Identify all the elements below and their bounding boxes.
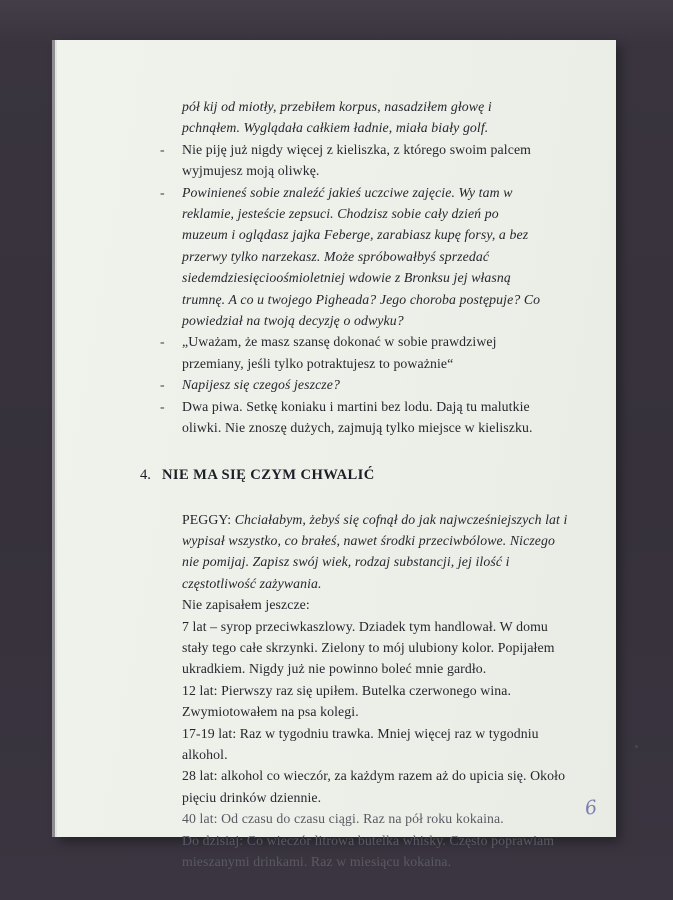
dash-marker: - [160, 184, 165, 200]
section-heading [140, 465, 616, 485]
handwritten-page-number: 6 [583, 796, 599, 820]
dash-marker: - [160, 398, 165, 414]
dialogue-text: Nie piję już nigdy więcej z kieliszka, z którego swoim palcem wyjmujesz moją oliwkę. [182, 141, 531, 179]
dialogue-text: Dwa piwa. Setkę koniaku i martini bez lodu. Dają tu malutkie oliwki. Nie znoszę dużych, zajmują tylko miejsce w kieliszku. [182, 398, 533, 436]
section-title: NIE MA SIĘ CZYM CHWALIĆ [161, 466, 375, 483]
dialogue-text: „Uważam, że masz szansę dokonać w sobie prawdziwej przemiany, jeśli tylko potraktujesz to poważnie“ [182, 334, 497, 371]
dialogue-item [57, 182, 548, 332]
dash-marker: - [160, 377, 165, 393]
peggy-speech: Chciałabym, żebyś się cofnął do jak najwcześniejszych lat i wypisał wszystko, co brałeś, nawet środki przeciwbólowe. Niczego nie pomijaj. Zapisz swój wiek, rodzaj substancji, jej ilość i częstotliwość zażywania. [182, 511, 568, 591]
dash-marker: - [160, 334, 165, 350]
peggy-paragraph [182, 509, 570, 595]
history-line: 17-19 lat: Raz w tygodniu trawka. Mniej więcej raz w tygodniu alkohol. [182, 725, 539, 762]
dialogue-item [57, 139, 548, 182]
text-column [57, 96, 616, 872]
dialogue-item [57, 374, 548, 395]
dialogue-item [57, 331, 548, 374]
document-page [55, 40, 616, 869]
section-number: 4. [140, 466, 151, 483]
history-line: 28 lat: alkohol co wieczór, za każdym razem aż do upicia się. Około pięciu drinków dziennie. [182, 768, 566, 805]
dash-marker: - [160, 141, 165, 157]
dialogue-text: pół kij od miotły, przebiłem korpus, nasadziłem głowę i pchnąłem. Wyglądała całkiem ładnie, miała biały golf. [182, 99, 492, 136]
dialogue-text: Powinieneś sobie znaleźć jakieś uczciwe zajęcie. Wy tam w reklamie, jesteście zepsuci. Chodzisz sobie cały dzień po muzeum i oglądasz jajka Feberge, zarabiasz kupę forsy, a bez przerwy tylko narzekasz. Może spróbowałbyś sprzedać siedemdziesięcioośmioletniej wdowie z Bronksu jej własną trumnę. A co u twojego Pigheada? Jego choroba postępuje? Co powiedział na twoją decyzję o odwyku? [182, 184, 541, 329]
history-line: 12 lat: Pierwszy raz się upiłem. Butelka czerwonego wina. Zwymiotowałem na psa kolegi. [182, 682, 512, 720]
history-list [57, 594, 616, 872]
history-line: Do dzisiaj: Co wieczór litrowa butelka whisky. Często poprawiam mieszanymi drinkami. Raz w miesiącu kokaina. [182, 832, 555, 869]
history-line: 7 lat – syrop przeciwkaszlowy. Dziadek tym handlował. W domu stały tego całe skrzynki. Zielony to mój ulubiony kolor. Popijałem ukradkiem. Nigdy już nie powinno boleć mnie gardło. [182, 618, 555, 677]
dialogue-text: Napijesz się czegoś jeszcze? [182, 377, 340, 393]
history-line: Nie zapisałem jeszcze: [182, 597, 310, 613]
dialogue-item [57, 96, 548, 139]
dialogue-list [57, 96, 616, 439]
dialogue-item [57, 396, 548, 439]
history-line: 40 lat: Od czasu do czasu ciągi. Raz na pół roku kokaina. [182, 811, 504, 827]
speaker-label: PEGGY: [182, 511, 235, 527]
dust-speck [635, 745, 638, 748]
